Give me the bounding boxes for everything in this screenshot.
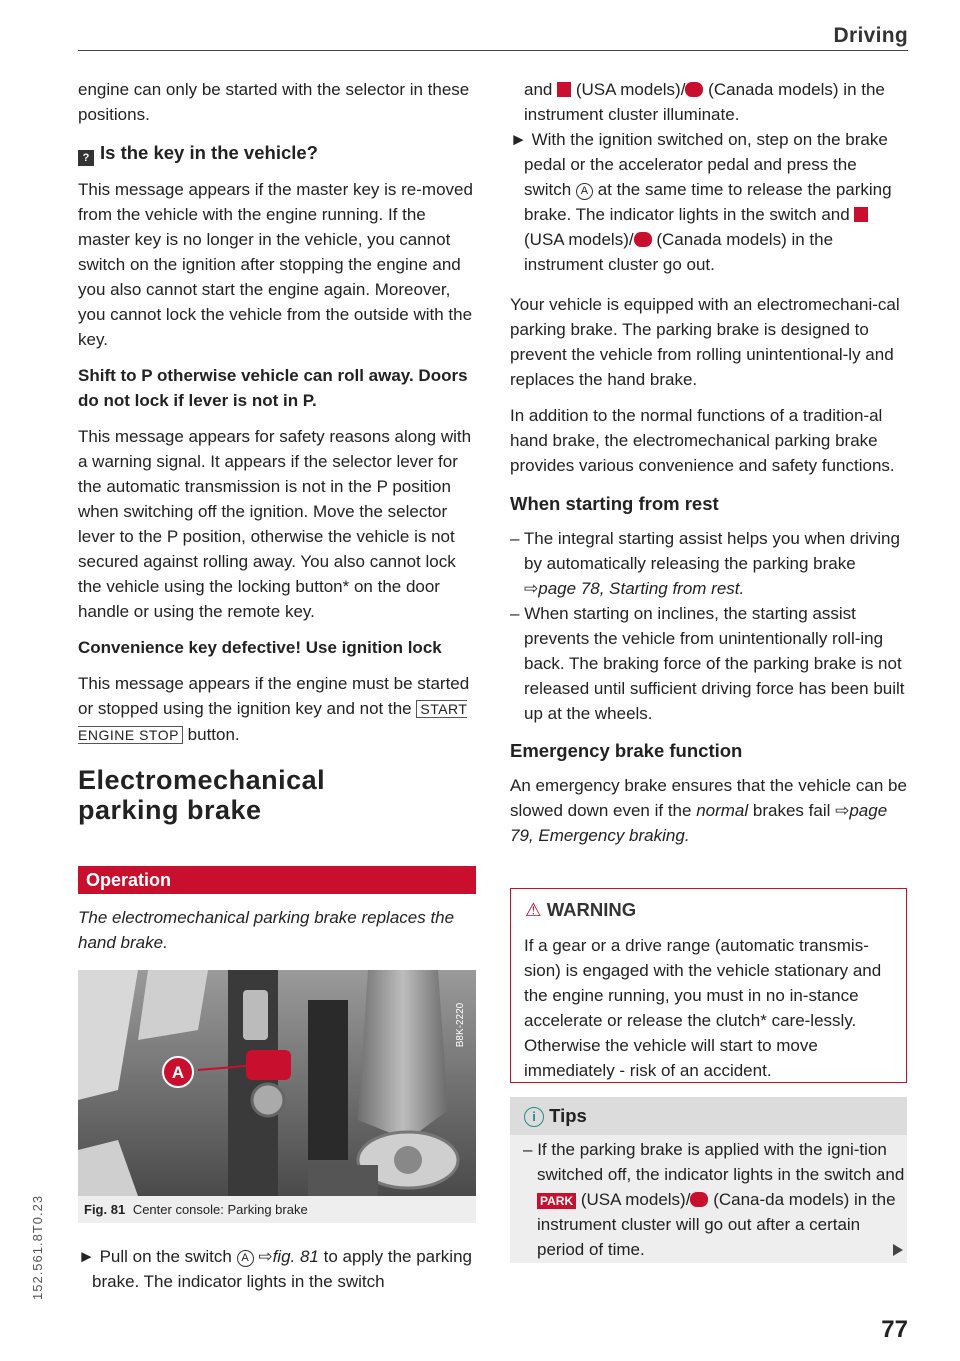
warning-triangle-icon: ⚠	[525, 899, 542, 920]
key-warning-icon: ?	[78, 150, 94, 166]
park-indicator-icon: PARK	[537, 1193, 576, 1209]
info-icon: i	[524, 1107, 544, 1127]
figure-81	[78, 970, 476, 1223]
para-equipped: Your vehicle is equipped with an electromechani-cal parking brake. The parking brake is designed to prevent the vehicle from rolling unintentional-ly and replaces the hand brake.	[510, 295, 900, 389]
section-header: Driving	[833, 24, 908, 47]
key-text: This message appears if the master key is re-moved from the vehicle with the engine running. If the master key is no longer in the vehicle, you cannot switch on the ignition after stopping the engine and you also cannot start the engine again. Moreover, you cannot lock the vehicle from the outside with the key.	[78, 180, 473, 349]
step-release: ► With the ignition switched on, step on the brake pedal or the accelerator pedal and press the switch A at the same time to release the parking brake. The indicator lights in the switch and (USA models)/ (Canada models) in the instrument cluster go out.	[510, 130, 892, 274]
usa-indicator-icon	[854, 207, 868, 222]
start-engine-stop-button-label: START ENGINE STOP	[78, 701, 468, 743]
switch-a-icon: A	[576, 183, 593, 200]
warning-text: If a gear or a drive range (automatic transmis-sion) is engaged with the vehicle stationary and the engine running, you must in no in-stance accelerate or release the clutch* care-lessly. Otherwise the vehicle will start to move immediately - risk of an accident.	[524, 936, 882, 1080]
left-column	[78, 77, 476, 748]
section-title: Electromechanical parking brake	[78, 765, 326, 825]
convenience-text: This message appears if the engine must be started or stopped using the ignition key and not the START ENGINE STOP button.	[78, 674, 470, 744]
heading-emergency-brake: Emergency brake function	[510, 740, 743, 761]
shift-text: This message appears for safety reasons along with a warning signal. It appears if the selector lever for the automatic transmission is not in the P position when switching off the ignition. Move the selector lever to the P position, otherwise the vehicle is not secured against rolling away. You also cannot lock the vehicle using the locking button* on the door handle or using the remote key.	[78, 427, 472, 621]
para-functions: In addition to the normal functions of a tradition-al hand brake, the electromechanical parking brake provides various convenience and safety functions.	[510, 406, 895, 475]
key-heading: ? Is the key in the vehicle?	[78, 140, 476, 166]
warning-heading: ⚠ WARNING	[525, 899, 637, 920]
heading-starting-from-rest: When starting from rest	[510, 493, 719, 514]
operation-bar: Operation	[78, 866, 476, 894]
canada-indicator-icon	[685, 82, 703, 97]
canada-indicator-icon	[634, 232, 652, 247]
right-column	[510, 77, 908, 848]
tips-text: – If the parking brake is applied with the igni-tion switched off, the indicator lights in the switch and PARK (USA models)/ (Cana-da models) in the instrument cluster will go out after a certain period of time.	[523, 1140, 905, 1259]
rest-item-2: – When starting on inclines, the starting assist prevents the vehicle from unintentionally roll-ing back. The braking force of the parking brake is not released until sufficient driving force has been built up at the wheels.	[510, 604, 905, 723]
step1-continued: and (USA models)/ (Canada models) in the instrument cluster illuminate.	[524, 80, 885, 124]
switch-a-icon: A	[237, 1250, 254, 1267]
canada-indicator-icon	[690, 1192, 708, 1207]
shift-heading: Shift to P otherwise vehicle can roll away. Doors do not lock if lever is not in P.	[78, 366, 468, 410]
tips-heading: i Tips	[510, 1097, 907, 1135]
convenience-heading: Convenience key defective! Use ignition lock	[78, 638, 442, 657]
center-console-illustration	[78, 970, 476, 1196]
header-rule	[78, 50, 908, 51]
intro-text: engine can only be started with the selector in these positions.	[78, 80, 470, 124]
warning-box	[510, 888, 907, 1083]
lead-text: The electromechanical parking brake replaces the hand brake.	[78, 908, 455, 952]
emergency-text: An emergency brake ensures that the vehicle can be slowed down even if the normal brakes fail ⇨page 79, Emergency braking.	[510, 776, 907, 845]
step-apply: ► Pull on the switch A ⇨fig. 81 to apply the parking brake. The indicator lights in the switch	[78, 1247, 472, 1291]
continue-arrow-icon	[893, 1244, 903, 1256]
page-number: 77	[881, 1316, 908, 1343]
document-code: 152.561.8T0.23	[30, 1194, 45, 1300]
rest-item-1: – The integral starting assist helps you when driving by automatically releasing the parking brake ⇨page 78, Starting from rest.	[510, 529, 900, 598]
figure-code: B8K-2220	[455, 1002, 466, 1048]
usa-indicator-icon	[557, 82, 571, 97]
tips-box	[510, 1097, 907, 1263]
figure-callout-a: A	[171, 1063, 185, 1082]
figure-caption: Fig. 81 Center console: Parking brake	[78, 1196, 476, 1223]
